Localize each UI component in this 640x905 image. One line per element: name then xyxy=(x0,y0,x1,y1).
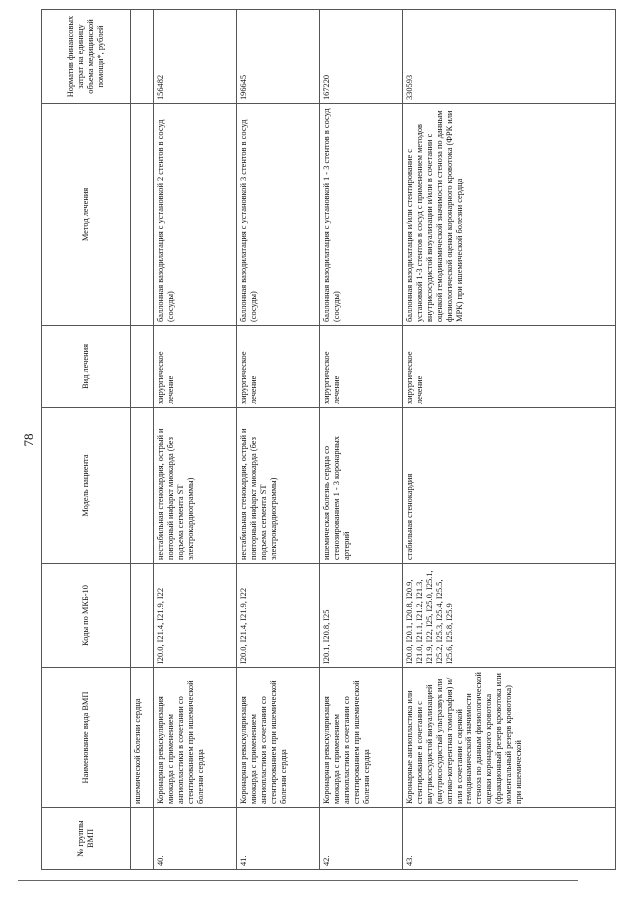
cell-cost-norm: 156482 xyxy=(154,10,237,104)
header-treatment-type: Вид лечения xyxy=(42,326,131,408)
cell-group-number: 40. xyxy=(154,808,237,870)
cell-treatment-method: баллонная вазодилатация с установкой 3 стентов в сосуд (сосуды) xyxy=(237,104,320,326)
cell-cost-norm: 196645 xyxy=(237,10,320,104)
cell-vmp-name: Коронарные ангиопластика или стентирование в сочетании с внутрисосудистой визуализацией (внутрисосудистый ультразвук или оптико-когерентная томография) и/или в сочетании с оценкой гемодинамической значимости стеноза по данным физиологической оценки коронарного кровотока (фракционный резерв кровотока или моментальный резерв кровотока) при ишемической xyxy=(403,668,616,808)
rotated-content xyxy=(15,0,625,880)
header-group-number: № группы ВМП xyxy=(42,808,131,870)
cell-treatment-method: баллонная вазодилатация с установкой 1 - 3 стентов в сосуд (сосуды) xyxy=(320,104,403,326)
bottom-divider xyxy=(18,880,578,881)
cell-patient-model: ишемическая болезнь сердца со стенозированием 1 - 3 коронарных артерий xyxy=(320,408,403,564)
table-row xyxy=(320,10,403,870)
cell-vmp-name: Коронарная реваскуляризация миокарда с применением ангиопластики в сочетании со стентированием при ишемической болезни сердца xyxy=(320,668,403,808)
cell-group-number: 41. xyxy=(237,808,320,870)
table-row xyxy=(237,10,320,870)
table-row-continuation xyxy=(131,10,154,870)
table-row xyxy=(403,10,616,870)
cell-group-number: 43. xyxy=(403,808,616,870)
cell-treatment-type: хирургическое лечение xyxy=(154,326,237,408)
header-vmp-name: Наименование вида ВМП xyxy=(42,668,131,808)
header-cost-norm: Норматив финансовых затрат на единицу объема медицинской помощи*, рублей xyxy=(42,10,131,104)
cell-treatment-method: баллонная вазодилатация и/или стентирование с установкой 1-3 стентов в сосуд с применением методов внутрисосудистой визуализации и/или в сочетании с оценкой гемодинамической значимости стеноза по данным физиологической оценки коронарного кровотока (ФРК или МРК) при ишемической болезни сердца xyxy=(403,104,616,326)
cell-cost-norm: 330593 xyxy=(403,10,616,104)
cell-treatment-type: хирургическое лечение xyxy=(403,326,616,408)
cell-patient-model: нестабильная стенокардия, острый и повторный инфаркт миокарда (без подъема сегмента ST электрокардиограммы) xyxy=(154,408,237,564)
cell-icd-codes: I20.0, I20.1, I20.8, I20.9, I21.0, I21.1, I21.2, I21.3, I21.9, I22, I25, I25.0, I25.1, I25.2, I25.3, I25.4, I25.5, I25.6, I25.8, I25.9 xyxy=(403,564,616,668)
cell-vmp-name: Коронарная реваскуляризация миокарда с применением ангиопластики в сочетании со стентированием при ишемической болезни сердца xyxy=(154,668,237,808)
table-row xyxy=(154,10,237,870)
cell-treatment-method: баллонная вазодилатация с установкой 2 стентов в сосуд (сосуды) xyxy=(154,104,237,326)
cell-icd-codes: I20.0, I21.4, I21.9, I22 xyxy=(237,564,320,668)
header-icd-codes: Коды по МКБ-10 xyxy=(42,564,131,668)
cell-icd-codes: I20.0, I21.4, I21.9, I22 xyxy=(154,564,237,668)
cell-treatment-type: хирургическое лечение xyxy=(237,326,320,408)
cell-treatment-type: хирургическое лечение xyxy=(320,326,403,408)
cell-cost-norm: 167220 xyxy=(320,10,403,104)
cell-patient-model: стабильная стенокардия xyxy=(403,408,616,564)
cell-group-number: 42. xyxy=(320,808,403,870)
cell-patient-model: нестабильная стенокардия, острый и повторный инфаркт миокарда (без подъема сегмента ST электрокардиограммы) xyxy=(237,408,320,564)
continuation-text: ишемической болезни сердца xyxy=(131,668,154,808)
header-patient-model: Модель пациента xyxy=(42,408,131,564)
cell-icd-codes: I20.1, I20.8, I25 xyxy=(320,564,403,668)
table-header-row xyxy=(42,10,131,870)
header-treatment-method: Метод лечения xyxy=(42,104,131,326)
page-number: 78 xyxy=(21,433,36,447)
cell-vmp-name: Коронарная реваскуляризация миокарда с применением ангиопластики в сочетании со стентированием при ишемической болезни сердца xyxy=(237,668,320,808)
vmp-table xyxy=(41,9,616,870)
